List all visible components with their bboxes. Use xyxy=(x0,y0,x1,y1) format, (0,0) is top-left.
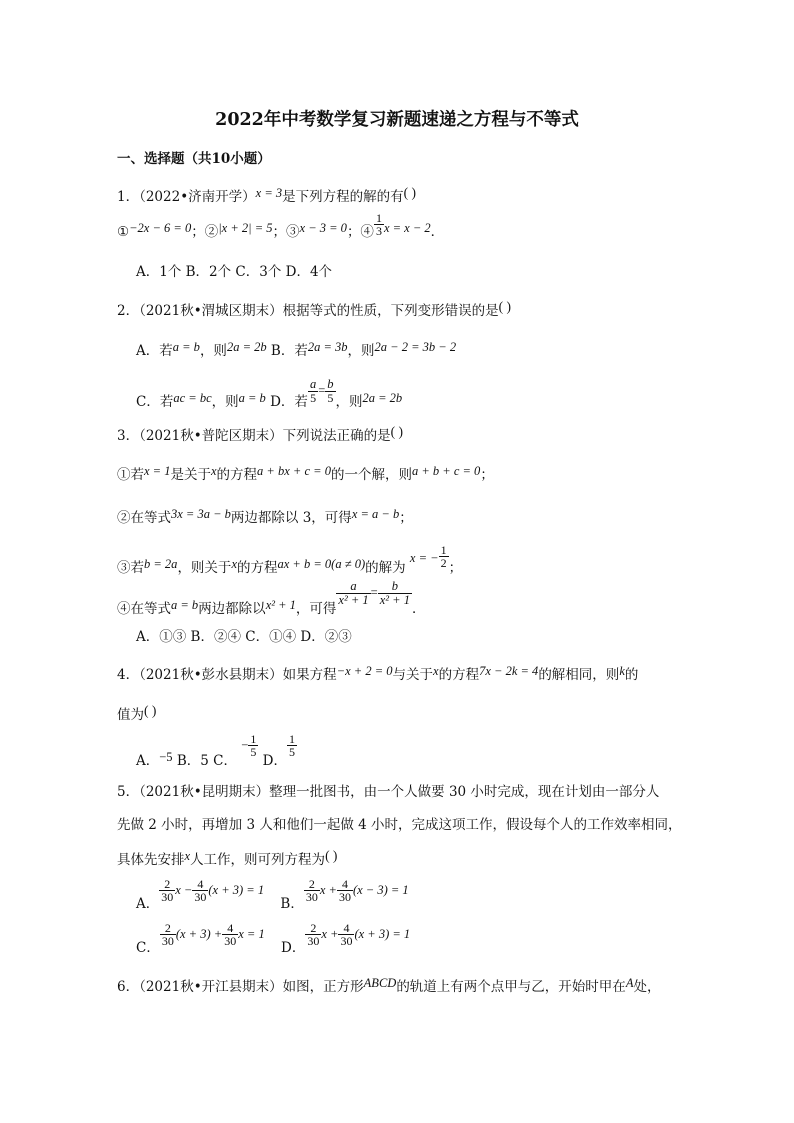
q2-c-label: C．若 xyxy=(136,394,174,411)
q2-c-then: ，则 xyxy=(211,394,239,411)
question-2-stem xyxy=(117,299,511,319)
q3-s1-e: 的方程 xyxy=(216,467,258,483)
q3-s4-frac-1 xyxy=(336,580,370,606)
q1-prefix: 1．（2022•济南开学） xyxy=(117,189,256,205)
q2-d-then: ，则 xyxy=(335,394,363,411)
q3-s4-den2: x² + 1 xyxy=(379,592,410,607)
q4-paren: ( ) xyxy=(144,703,157,718)
question-3-statement-4 xyxy=(117,579,426,617)
q5-d-label: D． xyxy=(281,940,306,956)
page-title: 2022年中考数学复习新题速递之方程与不等式 xyxy=(215,110,579,130)
section-heading: 一、选择题（共10小题） xyxy=(117,151,271,167)
question-2-options-cd xyxy=(136,377,403,411)
question-4-choices xyxy=(136,732,297,769)
q2-b-label: B．若 xyxy=(270,343,308,359)
question-5-line2: 先做 2 小时，再增加 3 人和他们一起做 4 小时，完成这项工作，假设每个人的工作效率相同， xyxy=(117,817,682,833)
q4-b: −x + 2 = 0 xyxy=(336,664,393,678)
q4-c: 与关于 xyxy=(392,667,434,683)
q3-s4-b: a = b xyxy=(171,597,199,612)
q4-d-frac xyxy=(287,733,297,758)
q5-line3-b: 人工作，则可列方程为 xyxy=(190,852,326,868)
q3-s1-h: a + b + c = 0 xyxy=(411,464,481,478)
question-4-stem xyxy=(117,663,638,683)
q1-mark-4: ；④ xyxy=(346,224,374,240)
q3-s1-g: 的一个解，则 xyxy=(330,467,412,483)
q3-s1-a: ①若 xyxy=(117,467,144,483)
q4-g: 的解相同，则 xyxy=(538,667,620,683)
q2-d-label: D．若 xyxy=(270,394,308,411)
q3-s4-den1: x² + 1 xyxy=(338,592,369,607)
q3-s4-a: ④在等式 xyxy=(117,600,171,617)
q5-d-n2: 4 xyxy=(338,922,354,935)
q1-mark-1: ① xyxy=(117,224,130,240)
q4-d-num: 1 xyxy=(288,732,295,746)
q1-fraction xyxy=(374,212,384,237)
q5-c-d2: 30 xyxy=(224,934,237,948)
question-5-line1: 5．（2021秋•昆明期末）整理一批图书，由一个人做要 30 小时完成，现在计划由一部分人 xyxy=(117,784,660,800)
q5-d-mid1: x + xyxy=(321,927,339,941)
q5-a-frac-1 xyxy=(159,878,175,903)
q3-s4-eq: = xyxy=(370,585,378,600)
q4-c-sign: − xyxy=(241,738,249,752)
q5-a-mid1: x − xyxy=(175,883,193,897)
q1-expr: x = 3 xyxy=(255,186,283,200)
q3-s4-num2: b xyxy=(378,580,412,594)
q3-s4-d: x² + 1 xyxy=(265,597,296,612)
q3-s3-frac xyxy=(439,544,449,569)
q3-s1-i: ； xyxy=(480,467,494,483)
q3-s2-d: x = a − b xyxy=(351,507,400,521)
q4-c-den: 5 xyxy=(250,745,257,759)
q1-eq-3: x − 3 = 0 xyxy=(299,221,347,235)
q5-c-n2: 4 xyxy=(222,922,238,935)
q1-eq-4: x = x − 2 xyxy=(383,221,431,235)
q5-b-frac-1 xyxy=(304,878,320,903)
question-3-statement-2 xyxy=(117,506,413,526)
question-1-stem xyxy=(117,185,416,205)
q5-b-d2: 30 xyxy=(338,890,351,904)
q1-frac-num: 1 xyxy=(375,211,382,225)
q1-mark-2: ；② xyxy=(191,224,219,240)
q5-c-frac-2 xyxy=(222,922,238,947)
q2-d-frac-2 xyxy=(325,378,335,404)
question-1-choices: A．1个 B．2个 C．3个 D．4个 xyxy=(136,264,333,280)
question-5-options-cd xyxy=(136,921,411,956)
q3-s2-a: ②在等式 xyxy=(117,510,171,526)
q3-s2-e: ； xyxy=(399,510,413,526)
q6-c: 的轨道上有两个点甲与乙，开始时甲在 xyxy=(396,979,626,995)
q3-s4-c: 两边都除以 xyxy=(198,600,266,617)
q5-d-frac-1 xyxy=(305,922,321,947)
question-6-stem xyxy=(117,975,660,995)
q3-s1-f: a + bx + c = 0 xyxy=(257,464,331,478)
q5-b-label: B． xyxy=(280,896,304,912)
q4-a: 4．（2021秋•彭水县期末）如果方程 xyxy=(117,667,337,683)
q2-b-then: ，则 xyxy=(347,343,375,359)
q3-s4-frac-2 xyxy=(378,580,412,606)
q4-d: x xyxy=(433,664,439,678)
question-3-stem xyxy=(117,424,403,444)
question-3-statement-3 xyxy=(117,540,463,576)
q3-s3-c: ，则关于 xyxy=(177,560,232,576)
q5-c-label: C． xyxy=(136,940,160,956)
q4-c-num: 1 xyxy=(250,732,257,746)
q3-s1-b: x = 1 xyxy=(144,464,171,478)
q4-c-frac xyxy=(248,733,258,758)
q3-s1-d: x xyxy=(210,464,217,478)
q5-c-mid1: (x + 3) + xyxy=(175,927,223,941)
q5-d-d2: 30 xyxy=(340,934,353,948)
q1-suffix: 是下列方程的解的有 xyxy=(282,189,404,205)
q1-eq-1: −2x − 6 = 0 xyxy=(129,221,192,235)
q3-s3-den: 2 xyxy=(440,556,447,570)
q6-a: 6．（2021秋•开江县期末）如图，正方形 xyxy=(117,979,364,995)
q2-d-res: 2a = 2b xyxy=(362,391,403,406)
question-2-options-ab xyxy=(136,339,456,359)
q4-a-val: −5 xyxy=(159,750,173,764)
q5-c-frac-1 xyxy=(160,922,176,947)
q3-s3-f: ax + b = 0(a ≠ 0) xyxy=(277,557,366,571)
q4-f: 7x − 2k = 4 xyxy=(479,664,539,678)
q4-choice-d: D． xyxy=(258,753,287,769)
q5-c-n1: 2 xyxy=(160,922,176,935)
q5-a-n1: 2 xyxy=(159,878,175,891)
q2-a-cond: a = b xyxy=(172,340,200,354)
q5-d-d1: 30 xyxy=(307,934,320,948)
q3-s2-b: 3x = 3a − b xyxy=(171,507,231,521)
q5-a-frac-2 xyxy=(192,878,208,903)
q1-period: ． xyxy=(430,224,445,240)
q5-d-frac-2 xyxy=(338,922,354,947)
q4-h: k xyxy=(619,664,625,678)
q5-c-mid2: x = 1 xyxy=(238,927,265,941)
q2-a-res: 2a = 2b xyxy=(226,340,267,354)
q2-stem-text: 2．（2021秋•渭城区期末）根据等式的性质，下列变形错误的是 xyxy=(117,303,499,319)
q3-s3-a: ③若 xyxy=(117,560,144,576)
question-3-statement-1 xyxy=(117,463,494,483)
q4-choice-a: A． xyxy=(136,753,160,769)
q2-d-den1: 5 xyxy=(310,390,317,405)
q5-c-d1: 30 xyxy=(161,934,174,948)
q5-paren: ( ) xyxy=(325,848,338,863)
q5-b-mid2: (x − 3) = 1 xyxy=(352,883,409,897)
question-3-choices: A．①③ B．②④ C．①④ D．②③ xyxy=(136,629,352,645)
q1-eq-2: |x + 2| = 5 xyxy=(218,221,273,235)
q3-s4-num1: a xyxy=(336,580,370,594)
q6-b: ABCD xyxy=(363,976,397,990)
q2-a-then: ，则 xyxy=(199,343,227,359)
q5-a-mid2: (x + 3) = 1 xyxy=(208,883,265,897)
question-4-line2 xyxy=(117,703,156,723)
q3-s3-h: x = − xyxy=(409,551,439,565)
q3-s3-num: 1 xyxy=(440,543,447,557)
q3-s3-g: 的解为 xyxy=(365,560,406,576)
q2-b-cond: 2a = 3b xyxy=(307,340,348,354)
q5-b-n2: 4 xyxy=(337,878,353,891)
q5-line3-x: x xyxy=(184,849,191,863)
question-5-line3 xyxy=(117,848,337,868)
q2-a-label: A．若 xyxy=(136,343,173,359)
q4-e: 的方程 xyxy=(438,667,480,683)
q5-b-mid1: x + xyxy=(319,883,337,897)
q4-line2-text: 值为 xyxy=(117,707,144,723)
q6-e: 处， xyxy=(633,979,661,995)
question-5-options-ab xyxy=(136,877,409,912)
q3-s4-e: ，可得 xyxy=(295,600,337,617)
q2-b-res: 2a − 2 = 3b − 2 xyxy=(374,340,457,354)
q2-d-eq: = xyxy=(318,383,326,398)
q5-b-n1: 2 xyxy=(304,878,320,891)
q2-d-num2: b xyxy=(327,377,334,391)
q5-a-d2: 30 xyxy=(194,890,207,904)
q3-s2-c: 两边都除以 3，可得 xyxy=(230,510,352,526)
q5-a-n2: 4 xyxy=(192,878,208,891)
q4-d-den: 5 xyxy=(288,745,295,759)
question-1-equations xyxy=(117,211,445,245)
q2-c-cond: ac = bc xyxy=(173,391,212,406)
q5-line3-a: 具体先安排 xyxy=(117,852,185,868)
q3-paren: ( ) xyxy=(390,424,404,439)
q1-mark-3: ；③ xyxy=(272,224,300,240)
q2-paren: ( ) xyxy=(498,299,512,314)
q4-choice-b: B．5 C． xyxy=(172,753,237,769)
q5-d-mid2: (x + 3) = 1 xyxy=(354,927,411,941)
q3-s4-f: ． xyxy=(411,600,426,617)
q2-d-num1: a xyxy=(309,377,317,391)
q3-stem-text: 3．（2021秋•普陀区期末）下列说法正确的是 xyxy=(117,428,391,444)
q1-frac-den: 3 xyxy=(375,224,382,238)
q2-d-den2: 5 xyxy=(327,390,334,405)
q5-b-frac-2 xyxy=(337,878,353,903)
q6-d: A xyxy=(625,976,634,990)
q5-d-n1: 2 xyxy=(305,922,321,935)
q3-s3-i: ； xyxy=(448,560,463,576)
q5-a-d1: 30 xyxy=(161,890,174,904)
q4-i: 的 xyxy=(624,667,639,683)
q5-b-d1: 30 xyxy=(305,890,318,904)
q3-s3-d: x xyxy=(231,557,237,571)
q5-a-label: A． xyxy=(136,896,160,912)
q3-s3-e: 的方程 xyxy=(237,560,278,576)
q3-s3-b: b = 2a xyxy=(144,557,178,571)
q1-paren: ( ) xyxy=(403,185,417,200)
q3-s1-c: 是关于 xyxy=(170,467,211,483)
q2-d-frac-1 xyxy=(308,378,318,404)
q2-c-res: a = b xyxy=(238,391,266,406)
